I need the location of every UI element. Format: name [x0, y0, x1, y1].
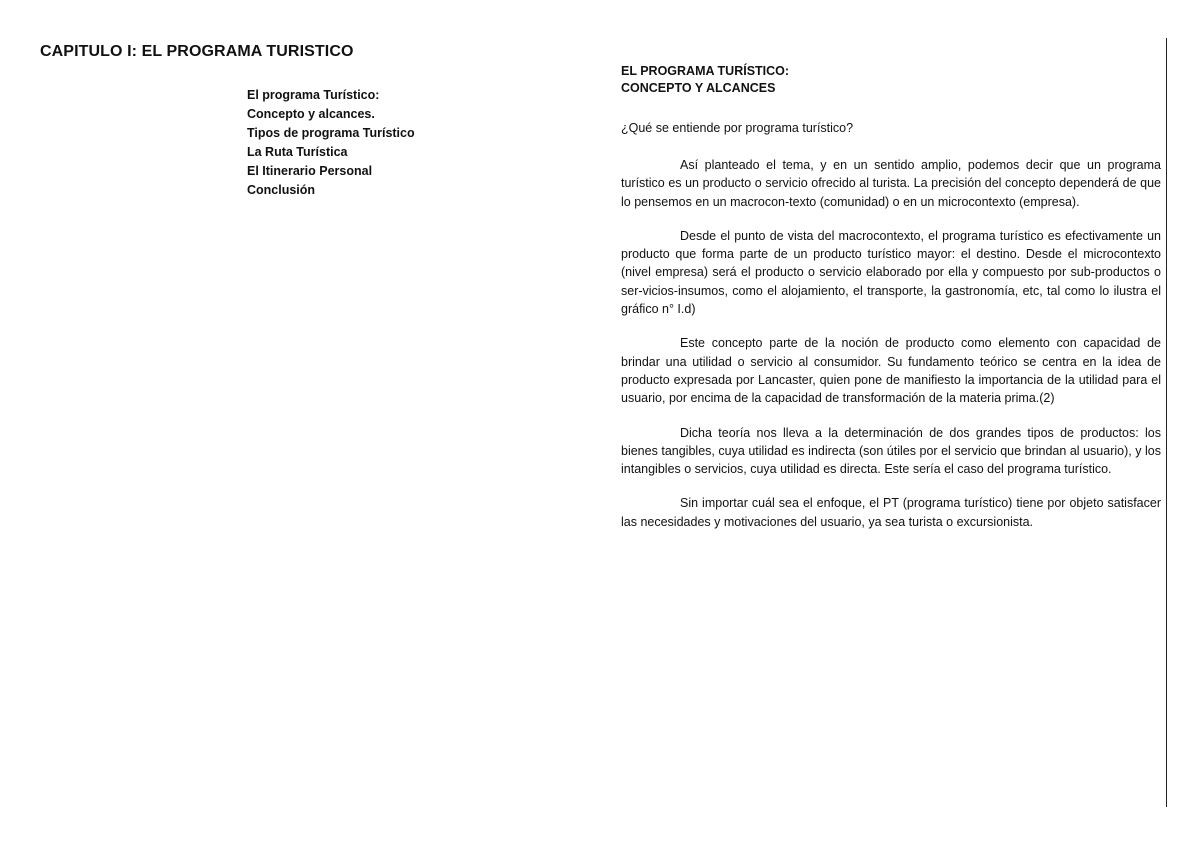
toc-item-tipos-programa: Tipos de programa Turístico — [247, 126, 415, 140]
section-heading-line-2: CONCEPTO Y ALCANCES — [621, 81, 776, 95]
right-page — [600, 0, 1200, 848]
section-heading — [621, 63, 789, 97]
toc-item-conclusion: Conclusión — [247, 183, 316, 197]
paragraph-5: Sin importar cuál sea el enfoque, el PT (programa turístico) tiene por objeto satisfacer las necesidades y motivaciones del usuario, ya sea turista o excursionista. — [621, 496, 1161, 529]
table-of-contents — [247, 86, 415, 200]
toc-item-concepto-alcances: Concepto y alcances. — [247, 107, 375, 121]
body-text — [621, 156, 1161, 547]
toc-item-ruta-turistica: La Ruta Turística — [247, 145, 348, 159]
toc-item-programa-turistico: El programa Turístico: — [247, 88, 380, 102]
section-question: ¿Qué se entiende por programa turístico? — [621, 121, 854, 135]
paragraph-2: Desde el punto de vista del macrocontexto, el programa turístico es efectivamente un producto que forma parte de un producto turístico mayor: el destino. Desde el microcontexto (nivel empresa) será el producto o servicio elaborado por ella y compuesto por sub-productos o ser-vicios-insumos, como el alojamiento, el transporte, la gastronomía, etc, tal como lo ilustra el gráfico n° I.d) — [621, 228, 1161, 317]
paragraph-4: Dicha teoría nos lleva a la determinación de dos grandes tipos de productos: los bienes tangibles, cuya utilidad es indirecta (son útiles por el servicio que brindan al usuario), y los intangibles o servicios, cuya utilidad es directa. Este sería el caso del programa turístico. — [621, 425, 1161, 477]
toc-item-itinerario-personal: El Itinerario Personal — [247, 164, 373, 178]
page-edge-rule — [1166, 38, 1167, 807]
section-heading-line-1: EL PROGRAMA TURÍSTICO: — [621, 64, 790, 78]
paragraph-1: Así planteado el tema, y en un sentido amplio, podemos decir que un programa turístico es un producto o servicio ofrecido al turista. La precisión del concepto dependerá de que lo pensemos en un macrocon-texto (comunidad) o en un microcontexto (empresa). — [621, 158, 1161, 209]
paragraph-3: Este concepto parte de la noción de producto como elemento con capacidad de brindar una utilidad o servicio al consumidor. Su fundamento teórico se centra en la idea de producto expresada por Lancaster, quien pone de manifiesto la importancia de la utilidad para el usuario, por encima de la capacidad de transformación de la materia prima.(2) — [621, 336, 1161, 406]
chapter-title: CAPITULO I: EL PROGRAMA TURISTICO — [40, 43, 354, 60]
